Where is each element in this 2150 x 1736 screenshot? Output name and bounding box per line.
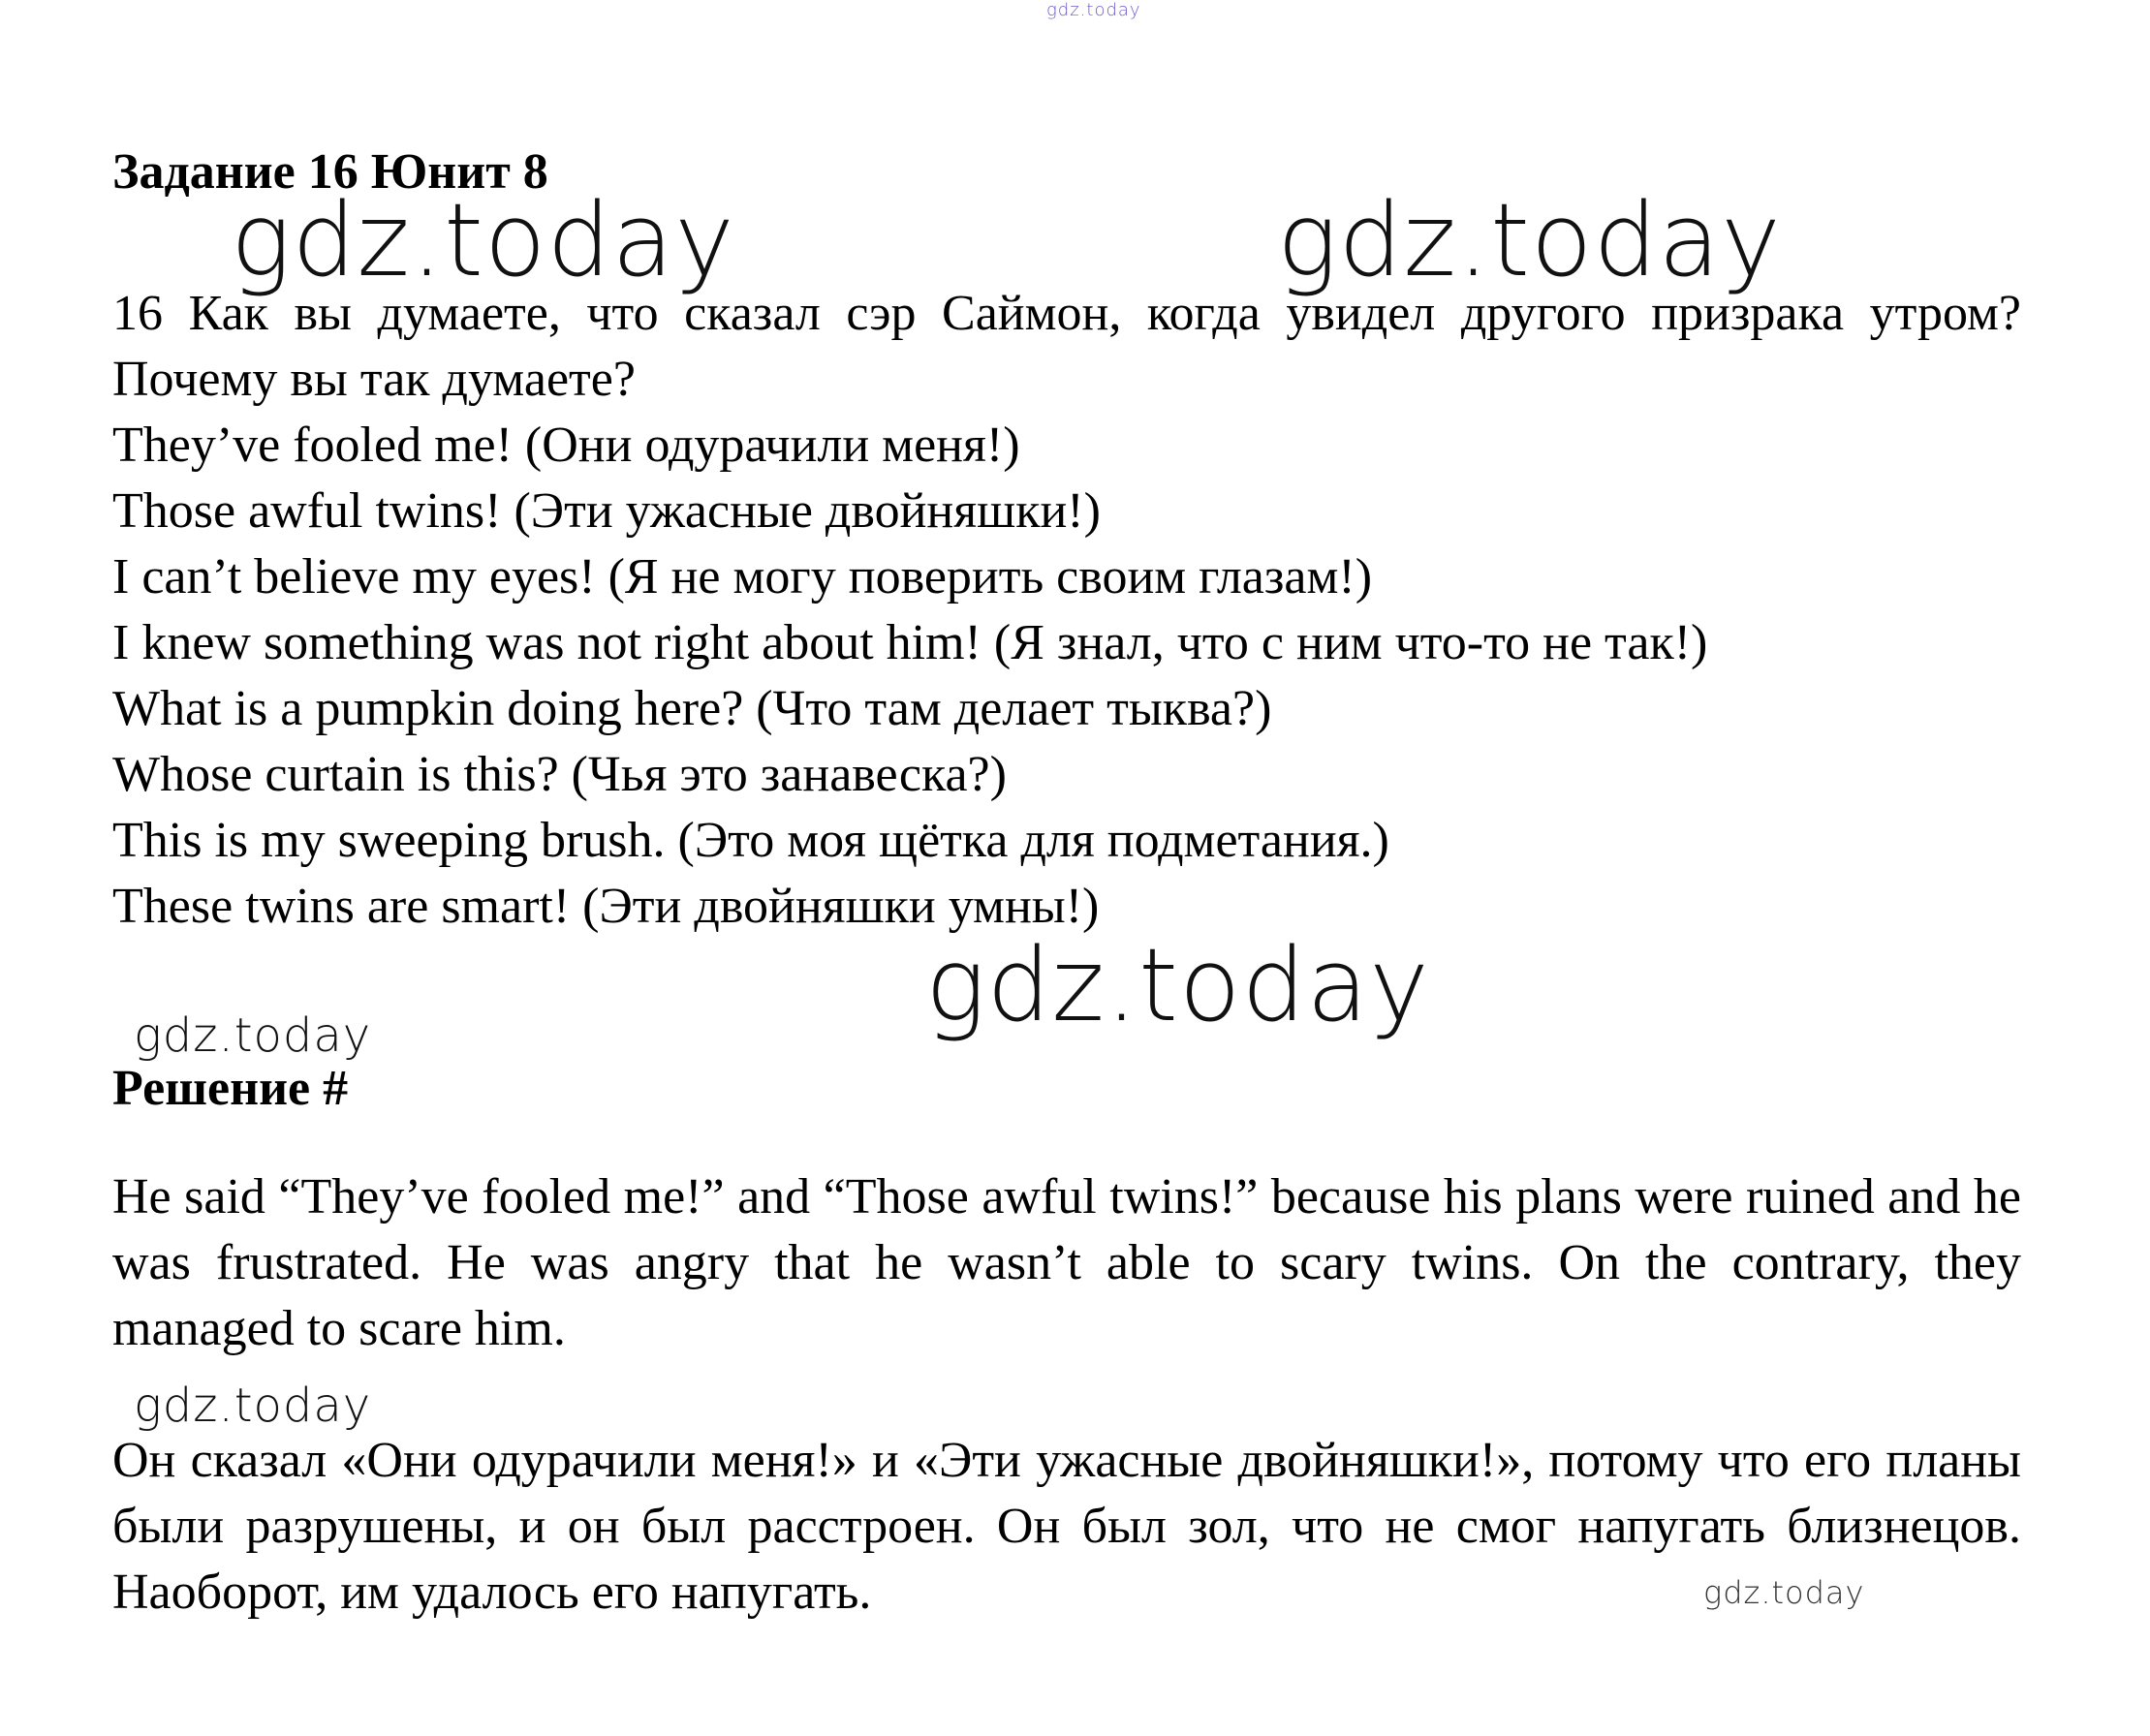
phrase-item: These twins are smart! (Эти двойняшки умны!) bbox=[112, 879, 1100, 934]
watermark-small-bottom: gdz.today bbox=[1703, 1574, 1865, 1611]
phrase-item: I can’t believe my eyes! (Я не могу поверить своим глазам!) bbox=[112, 549, 1373, 604]
phrase-item: Those awful twins! (Эти ужасные двойняшки!) bbox=[112, 483, 1101, 539]
watermark-medium-lower: gdz.today bbox=[134, 1379, 372, 1433]
phrase-list bbox=[112, 413, 2021, 940]
watermark-top: gdz.today bbox=[1046, 0, 1141, 20]
watermark-large-right: gdz.today bbox=[1277, 181, 1782, 299]
phrase-list-container bbox=[112, 413, 2021, 940]
answer-russian-text: Он сказал «Они одурачили меня!» и «Эти ужасные двойняшки!», потому что его планы были разрушены, и он был расстроен. Он был зол, что не смог напугать близнецов. Наоборот, им удалось его напугать. bbox=[112, 1433, 2021, 1620]
phrase-item: Whose curtain is this? (Чья это занавеска?) bbox=[112, 747, 1007, 802]
answer-russian bbox=[112, 1428, 2021, 1626]
phrase-item: I knew something was not right about him! (Я знал, что с ним что-то не так!) bbox=[112, 615, 1708, 670]
watermark-large-center: gdz.today bbox=[925, 926, 1430, 1044]
answer-english-text: He said “They’ve fooled me!” and “Those awful twins!” because his plans were ruined and he was frustrated. He was angry that he wasn’t able to scary twins. On the contrary, they managed to scare him. bbox=[112, 1169, 2021, 1356]
answer-english bbox=[112, 1164, 2021, 1362]
watermark-medium-upper: gdz.today bbox=[134, 1008, 372, 1063]
watermark-large-left: gdz.today bbox=[231, 181, 735, 299]
question-text: 16 Как вы думаете, что сказал сэр Саймон, когда увидел другого призрака утром? Почему вы так думаете? bbox=[112, 286, 2021, 407]
solution-heading: Решение # bbox=[112, 1061, 349, 1116]
phrase-item: This is my sweeping brush. (Это моя щётка для подметания.) bbox=[112, 813, 1389, 868]
phrase-item: They’ve fooled me! (Они одурачили меня!) bbox=[112, 418, 1020, 473]
page-title: Задание 16 Юнит 8 bbox=[112, 144, 548, 200]
phrase-item: What is a pumpkin doing here? (Что там делает тыква?) bbox=[112, 681, 1272, 736]
